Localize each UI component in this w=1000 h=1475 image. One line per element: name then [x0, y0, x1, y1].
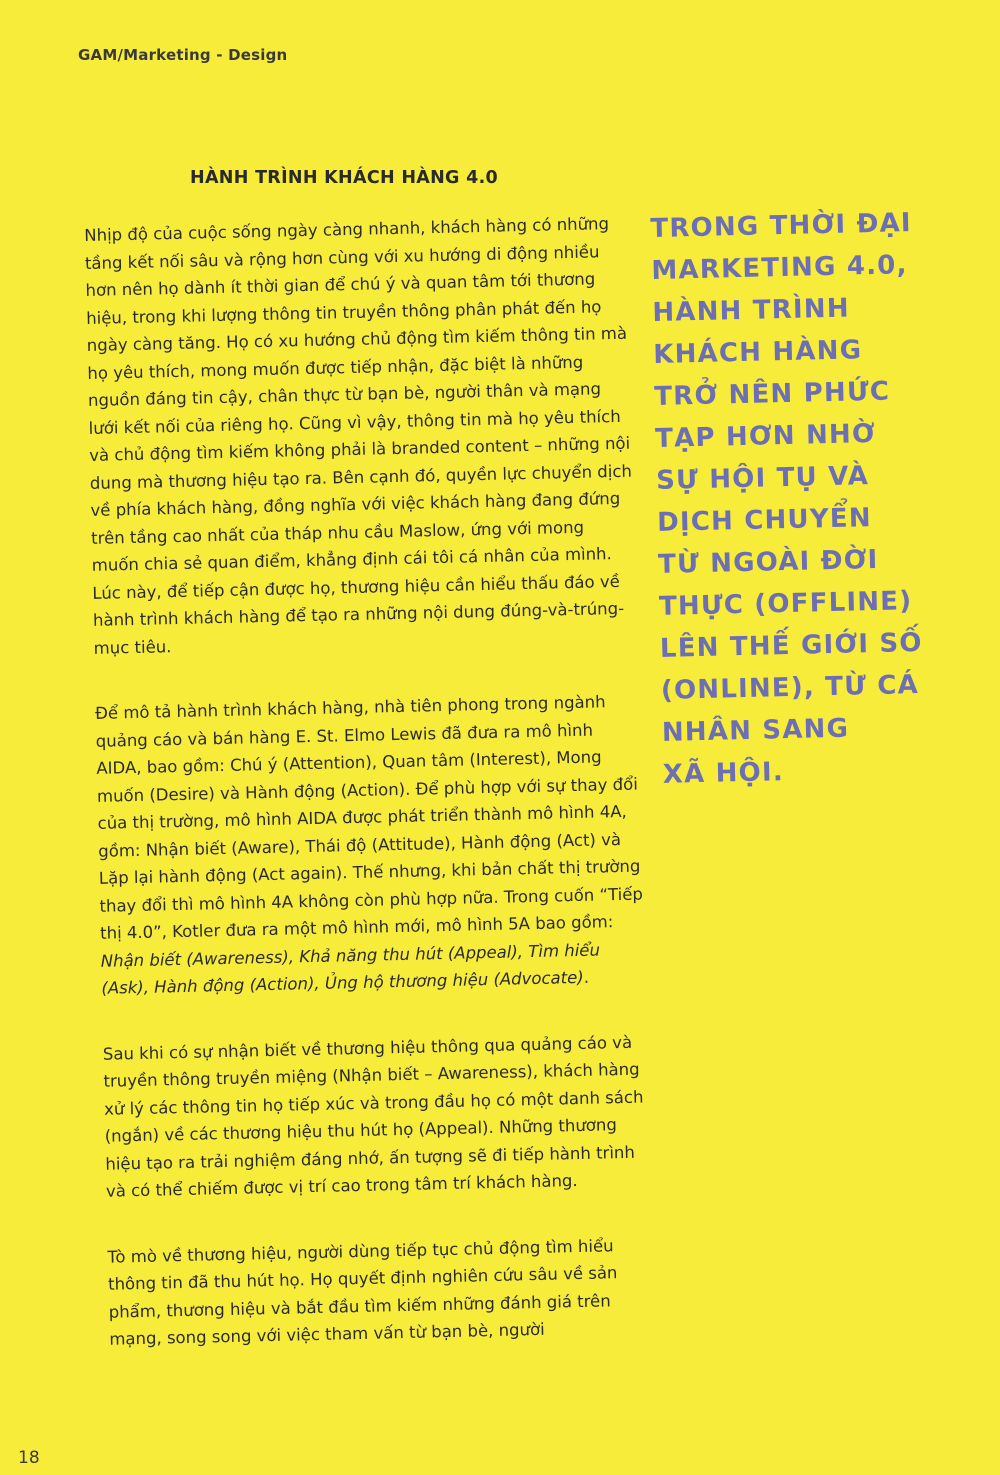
paragraph-4: Tò mò về thương hiệu, người dùng tiếp tục chủ động tìm hiểu thông tin đã thu hút họ. Họ quyết định nghiên cứu sâu về sản phẩm, thương hiệu và bắt đầu tìm kiếm những đánh giá trên mạng, song song với việc tham vấn từ bạn bè, người — [107, 1235, 618, 1349]
pull-quote-line: TỪ NGOÀI ĐỜI — [657, 544, 879, 580]
paragraph-1: Nhịp độ của cuộc sống ngày càng nhanh, khách hàng có những tầng kết nối sâu và rộng hơn cùng với xu hướng di động nhiều hơn nên họ dành ít thời gian để chú ý và quan tâm tới thương hiệu, trong khi lượng thông tin truyền thông phân phát đến họ ngày càng tăng. Họ có xu hướng chủ động tìm kiếm thông tin mà họ yêu thích, mong muốn được tiếp nhận, đặc biệt là những nguồn đáng tin cậy, chân thực từ bạn bè, người thân và mạng lưới kết nối của riêng họ. Cũng vì vậy, thông tin mà họ yêu thích và chủ động tìm kiếm không phải là branded content – những nội dung mà thương hiệu tạo ra. Bên cạnh đó, quyền lực chuyển dịch về phía khách hàng, đồng nghĩa với việc khách hàng đang đứng trên tầng cao nhất của tháp nhu cầu Maslow, ứng với mong muốn chia sẻ quan điểm, khẳng định cái tôi cá nhân của mình. Lúc này, để tiếp cận được họ, thương hiệu cần hiểu thấu đáo về hành trình khách hàng để tạo ra những nội dung đúng-và-trúng-mục tiêu. — [84, 214, 633, 658]
pull-quote-line: LÊN THẾ GIỚI SỐ — [659, 627, 924, 664]
pull-quote-line: TẠP HƠN NHỜ — [654, 418, 877, 454]
pull-quote-line: TRỞ NÊN PHỨC — [653, 376, 891, 412]
paragraph-2-end: . — [583, 967, 590, 987]
paragraph-2-text: Để mô tả hành trình khách hàng, nhà tiên phong trong ngành quảng cáo và bán hàng E. St. Elmo Lewis đã đưa ra mô hình AIDA, bao gồm: Chú ý (Attention), Quan tâm (Interest), Mong muốn (Desire) và Hành động (Action). Để phù hợp với sự thay đổi của thị trường, mô hình AIDA được phát triển thành mô hình 4A, gồm: Nhận biết (Aware), Thái độ (Attitude), Hành động (Act) và Lặp lại hành động (Act again). Thế nhưng, khi bản chất thị trường thay đổi thì mô hình 4A không còn phù hợp nữa. Trong cuốn “Tiếp thị 4.0”, Kotler đưa ra một mô hình mới, mô hình 5A bao gồm: — [94, 692, 644, 943]
running-header: GAM/Marketing - Design — [78, 46, 288, 64]
body-column — [84, 210, 655, 1392]
paragraph-2-italic: Nhận biết (Awareness), Khả năng thu hút (Appeal), Tìm hiểu (Ask), Hành động (Action), Ủng hộ thương hiệu (Advocate) — [100, 939, 601, 998]
pull-quote-line: NHÂN SANG — [661, 713, 850, 748]
pull-quote-line: XÃ HỘI. — [662, 757, 785, 790]
pull-quote-line: THỰC (OFFLINE) — [658, 586, 913, 622]
pull-quote-line: MARKETING 4.0, — [651, 250, 908, 286]
pull-quote-line: TRONG THỜI ĐẠI — [650, 208, 913, 244]
paragraph-2 — [95, 688, 647, 1003]
pull-quote-line: HÀNH TRÌNH — [652, 293, 851, 328]
paragraph-3: Sau khi có sự nhận biết về thương hiệu thông qua quảng cáo và truyền thông truyền miệng (Nhận biết – Awareness), khách hàng xử lý các thông tin họ tiếp xúc và trong đầu họ có một danh sách (ngắn) về các thương hiệu thu hút họ (Appeal). Những thương hiệu tạo ra trải nghiệm đáng nhớ, ấn tượng sẽ đi tiếp hành trình và có thể chiếm được vị trí cao trong tâm trí khách hàng. — [102, 1032, 644, 1201]
page-number: 18 — [18, 1448, 40, 1468]
article-title: HÀNH TRÌNH KHÁCH HÀNG 4.0 — [190, 168, 499, 188]
pull-quote-line: DỊCH CHUYỂN — [656, 503, 873, 538]
pull-quote-line: KHÁCH HÀNG — [652, 335, 863, 370]
pull-quote — [650, 201, 983, 796]
pull-quote-line: (ONLINE), TỪ CÁ — [660, 670, 920, 706]
pull-quote-line: SỰ HỘI TỤ VÀ — [655, 461, 870, 496]
